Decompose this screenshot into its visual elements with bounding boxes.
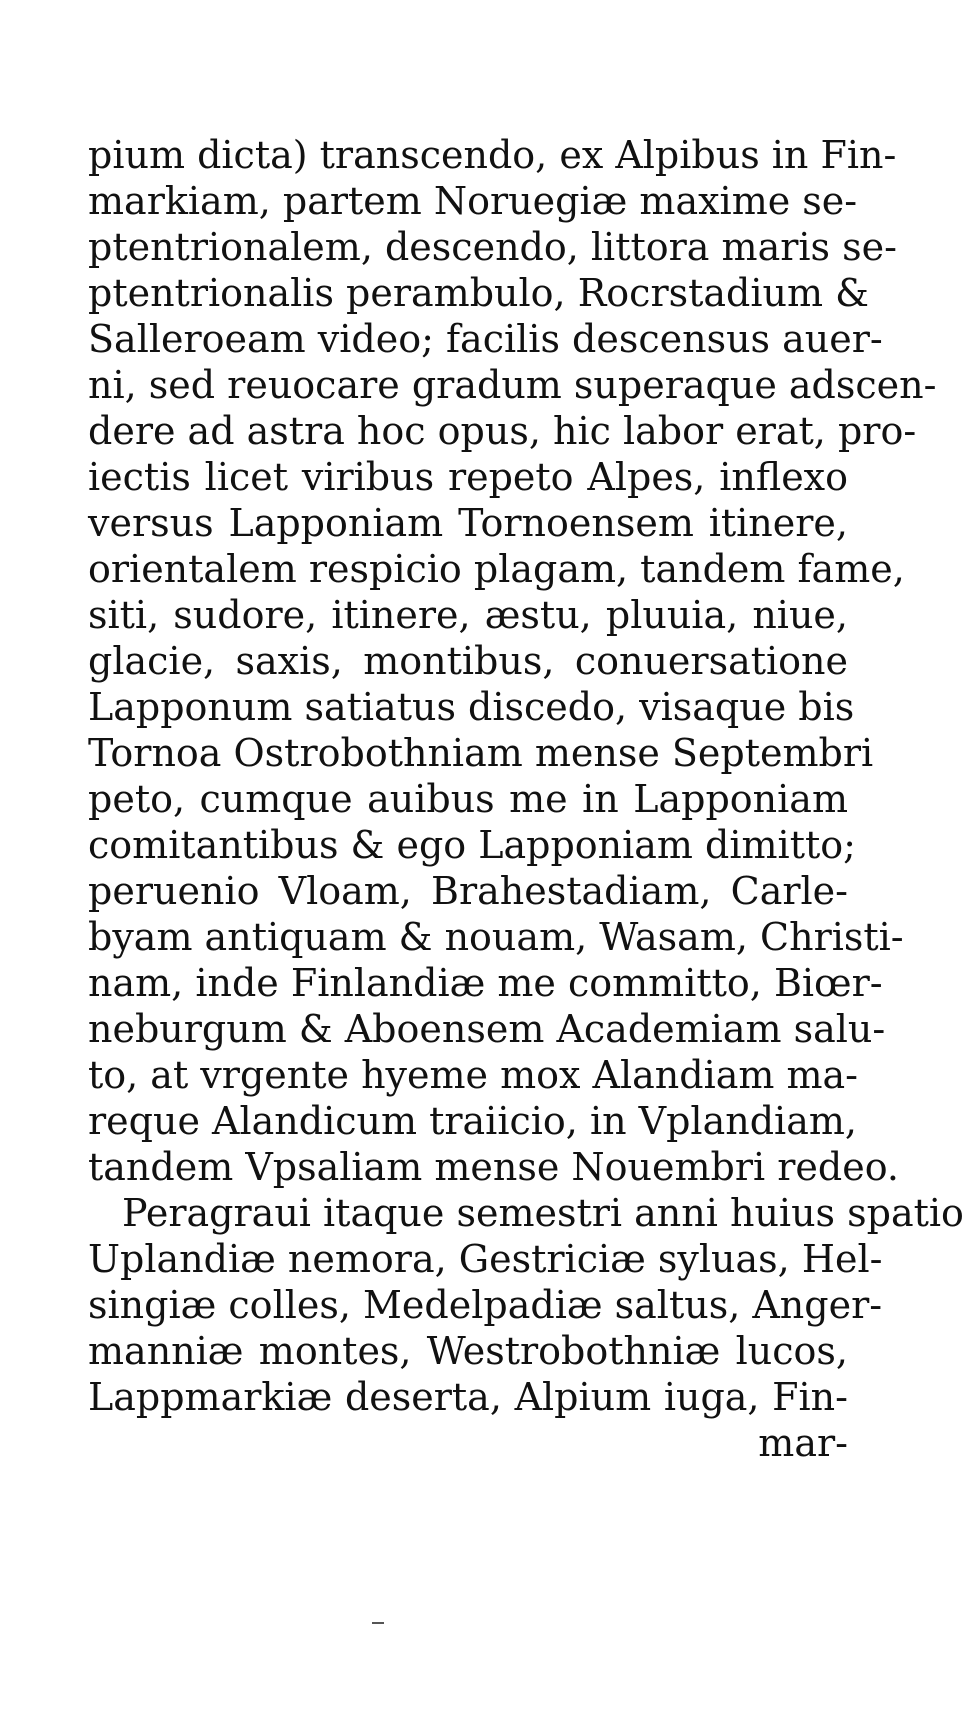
text-line: orientalem respicio plagam, tandem fame,: [88, 547, 905, 591]
text-line: reque Alandicum traiicio, in Vplandiam,: [88, 1099, 857, 1143]
text-line: Salleroeam video; facilis descensus auer-: [88, 317, 883, 361]
text-line: Lapponum satiatus discedo, visaque bis: [88, 685, 855, 729]
text-line: siti, sudore, itinere, æstu, pluuia, niue,: [88, 593, 848, 637]
text-line: ni, sed reuocare gradum superaque adscen-: [88, 363, 937, 407]
text-line: byam antiquam & nouam, Wasam, Christi-: [88, 915, 904, 959]
text-line: glacie, saxis, montibus, conuersatione: [88, 639, 848, 683]
text-line: ptentrionalem, descendo, littora maris se-: [88, 225, 897, 269]
text-line: Lappmarkiæ deserta, Alpium iuga, Fin-: [88, 1375, 848, 1419]
text-line: nam, inde Finlandiæ me committo, Biœr-: [88, 961, 883, 1005]
text-line: tandem Vpsaliam mense Nouembri redeo.: [88, 1145, 899, 1189]
text-line: peruenio Vloam, Brahestadiam, Carle-: [88, 869, 848, 913]
text-line: manniæ montes, Westrobothniæ lucos,: [88, 1329, 848, 1373]
text-line: comitantibus & ego Lapponiam dimitto;: [88, 823, 856, 867]
text-line: singiæ colles, Medelpadiæ saltus, Anger-: [88, 1283, 883, 1327]
text-line: to, at vrgente hyeme mox Alandiam ma-: [88, 1053, 859, 1097]
text-line: ptentrionalis perambulo, Rocrstadium &: [88, 271, 869, 315]
text-line: pium dicta) transcendo, ex Alpibus in Fin-: [88, 133, 897, 177]
text-line: peto, cumque auibus me in Lapponiam: [88, 777, 848, 821]
catchword: mar-: [758, 1421, 848, 1465]
text-line: Uplandiæ nemora, Gestriciæ syluas, Hel-: [88, 1237, 883, 1281]
text-line: dere ad astra hoc opus, hic labor erat, pro-: [88, 409, 917, 453]
text-line: Tornoa Ostrobothniam mense Septembri: [88, 731, 874, 775]
text-line: iectis licet viribus repeto Alpes, inflexo: [88, 455, 848, 499]
text-line: markiam, partem Noruegiæ maxime se-: [88, 179, 858, 223]
paragraph-2: [88, 1190, 964, 1420]
page-text: [88, 132, 964, 1466]
page-mark: [372, 1622, 384, 1624]
paragraph-1: [88, 132, 937, 1190]
text-line: Peragraui itaque semestri anni huius spatio: [122, 1191, 964, 1235]
text-line: neburgum & Aboensem Academiam salu-: [88, 1007, 886, 1051]
text-line: versus Lapponiam Tornoensem itinere,: [88, 501, 848, 545]
